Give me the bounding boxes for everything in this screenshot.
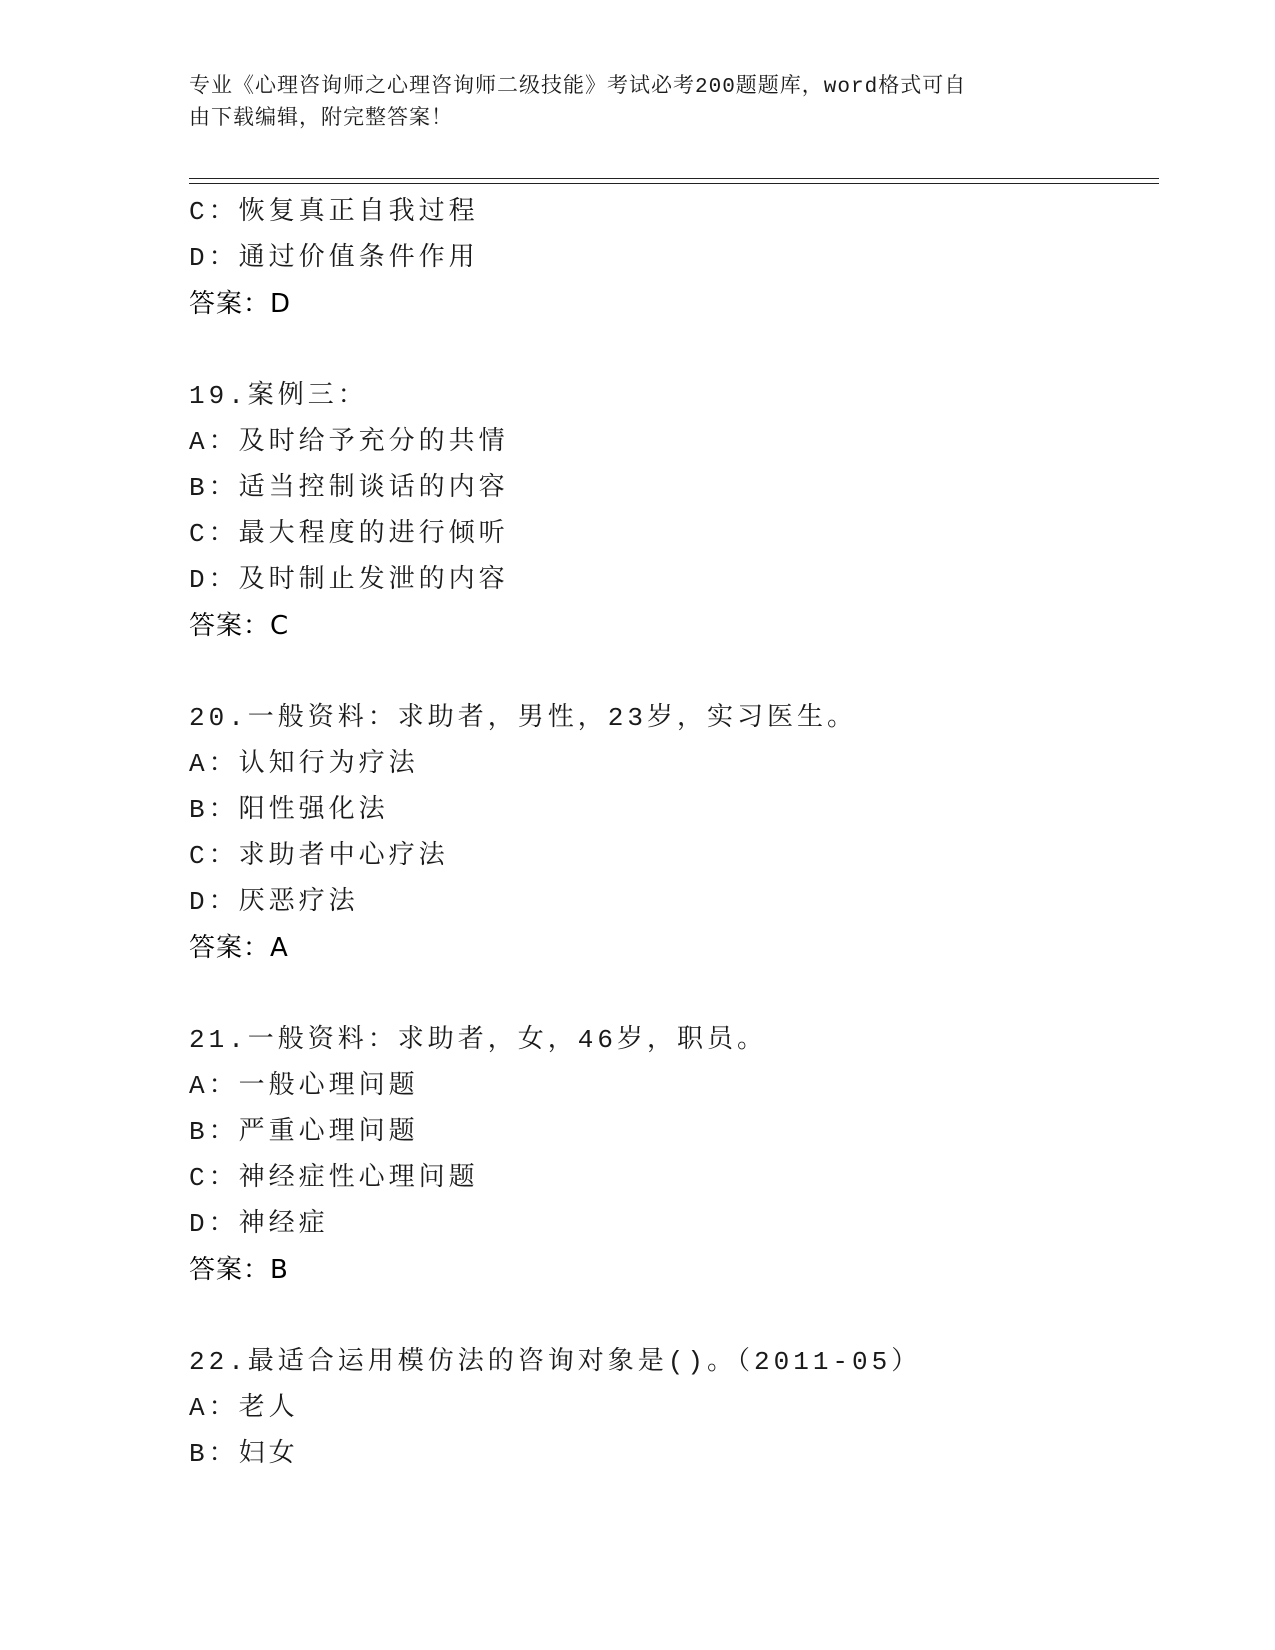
- answer-line: 答案：D: [189, 289, 292, 319]
- option-c: C：神经症性心理问题: [189, 1163, 479, 1193]
- option-a: A：老人: [189, 1393, 299, 1423]
- block-spacer: [189, 971, 1159, 1017]
- question-block-21: [189, 1017, 1159, 1293]
- question-block-22: [189, 1339, 1159, 1477]
- header-line-1: 专业《心理咨询师之心理咨询师二级技能》考试必考200题题库，word格式可自: [189, 76, 967, 99]
- option-a: A：一般心理问题: [189, 1071, 419, 1101]
- header-divider-top: [189, 178, 1159, 179]
- question-block-19: [189, 373, 1159, 649]
- question-text: 20.一般资料：求助者，男性，23岁，实习医生。: [189, 703, 858, 733]
- option-a: A：及时给予充分的共情: [189, 427, 509, 457]
- option-c: C：求助者中心疗法: [189, 841, 449, 871]
- question-list: [189, 189, 1159, 1477]
- option-d: D：及时制止发泄的内容: [189, 565, 509, 595]
- question-text: 22.最适合运用模仿法的咨询对象是()。（2011-05）: [189, 1347, 922, 1377]
- header-line-2: 由下载编辑，附完整答案！: [189, 108, 453, 131]
- option-a: A：认知行为疗法: [189, 749, 419, 779]
- option-c: C：最大程度的进行倾听: [189, 519, 509, 549]
- answer-line: 答案：B: [189, 1255, 289, 1285]
- option-d: D：神经症: [189, 1209, 329, 1239]
- block-spacer: [189, 1293, 1159, 1339]
- answer-line: 答案：A: [189, 933, 289, 963]
- option-b: B：阳性强化法: [189, 795, 389, 825]
- option-b: B：妇女: [189, 1439, 299, 1469]
- question-text: 21.一般资料：求助者，女，46岁，职员。: [189, 1025, 768, 1055]
- block-spacer: [189, 327, 1159, 373]
- question-block-18: [189, 189, 1159, 327]
- option-b: B：适当控制谈话的内容: [189, 473, 509, 503]
- option-d: D：通过价值条件作用: [189, 243, 479, 273]
- question-text: 19.案例三：: [189, 381, 368, 411]
- option-d: D：厌恶疗法: [189, 887, 359, 917]
- document-header: [189, 72, 1069, 136]
- header-divider-bottom: [189, 183, 1159, 184]
- answer-line: 答案：C: [189, 611, 290, 641]
- option-c: C：恢复真正自我过程: [189, 197, 479, 227]
- question-block-20: [189, 695, 1159, 971]
- block-spacer: [189, 649, 1159, 695]
- option-b: B：严重心理问题: [189, 1117, 419, 1147]
